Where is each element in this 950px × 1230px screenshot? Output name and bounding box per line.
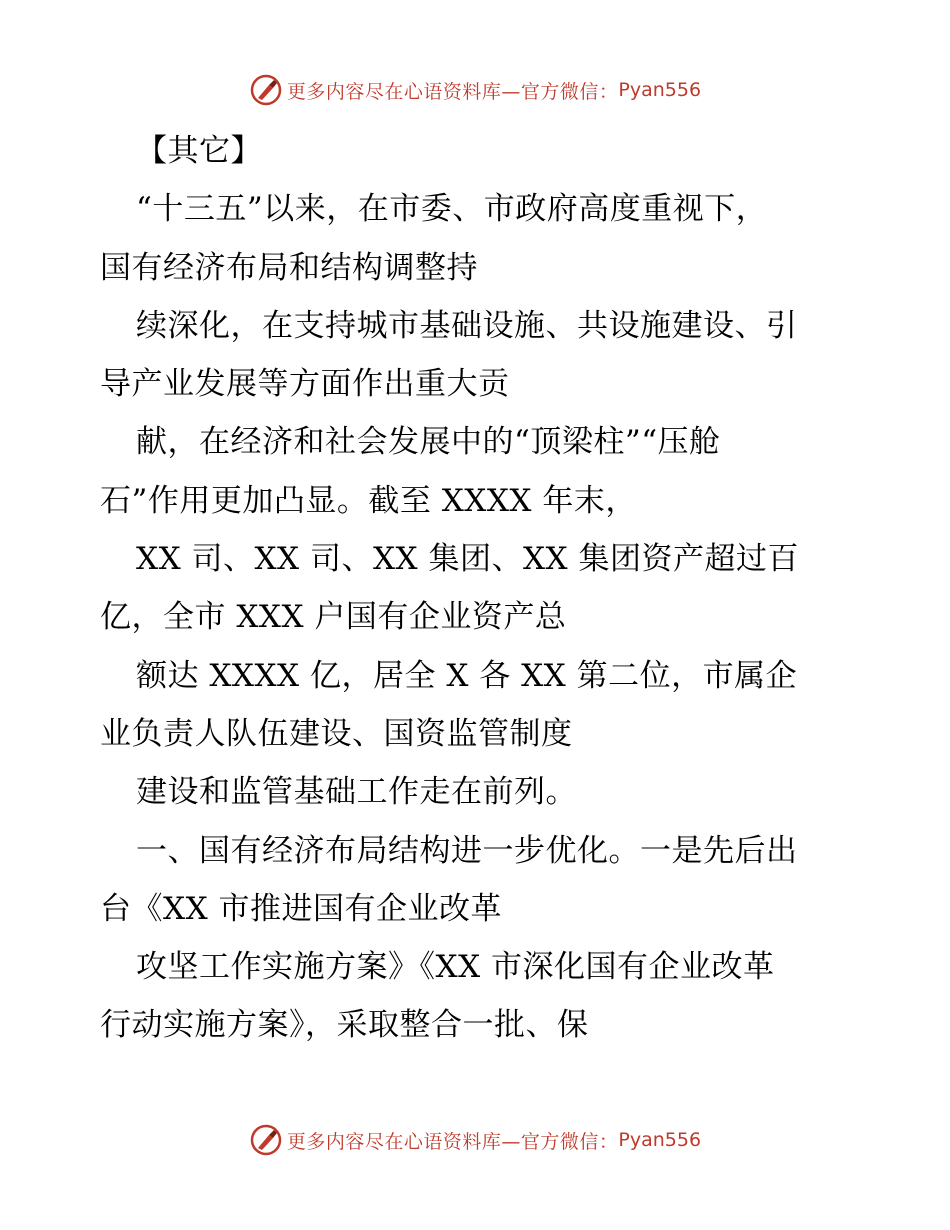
text-line: “十三五”以来，在市委、市政府高度重视下， bbox=[136, 191, 768, 228]
text-line: XX 司、XX 司、XX 集团、XX 集团资产超过百 bbox=[136, 541, 799, 578]
text-line: 续深化，在支持城市基础设施、共设施建设、引 bbox=[136, 307, 798, 344]
text-line: 建设和监管基础工作走在前列。 bbox=[136, 774, 577, 811]
footer-watermark bbox=[0, 1120, 950, 1160]
pen-logo-icon bbox=[249, 73, 283, 107]
text-line: 行动实施方案》，采取整合一批、保 bbox=[100, 1007, 589, 1044]
text-line: 攻坚工作实施方案》《XX 市深化国有企业改革 bbox=[136, 949, 775, 986]
text-line: 额达 XXXX 亿，居全 X 各 XX 第二位，市属企 bbox=[136, 657, 798, 694]
watermark-wechat-id: Pyan556 bbox=[618, 79, 702, 101]
text-line: 亿，全市 XXX 户国有企业资产总 bbox=[100, 599, 567, 636]
text-line: 献，在经济和社会发展中的“顶梁柱”“压舱 bbox=[136, 424, 721, 461]
header-watermark bbox=[0, 70, 950, 110]
text-line: 台《XX 市推进国有企业改革 bbox=[100, 890, 502, 927]
watermark-text: 更多内容尽在心语资料库—官方微信： bbox=[286, 1130, 619, 1153]
text-line: 国有经济布局和结构调整持 bbox=[100, 249, 478, 286]
watermark-wechat-id: Pyan556 bbox=[618, 1129, 702, 1151]
text-line: 一、国有经济布局结构进一步优化。一是先后出 bbox=[136, 832, 798, 869]
text-line: 石”作用更加凸显。截至 XXXX 年末， bbox=[100, 482, 637, 519]
text-line: 【其它】 bbox=[136, 133, 262, 169]
watermark-text: 更多内容尽在心语资料库—官方微信： bbox=[286, 80, 619, 103]
text-line: 导产业发展等方面作出重大贡 bbox=[100, 366, 510, 403]
text-line: 业负责人队伍建设、国资监管制度 bbox=[100, 715, 573, 752]
pen-logo-icon bbox=[249, 1123, 283, 1157]
document-body bbox=[100, 122, 860, 1055]
